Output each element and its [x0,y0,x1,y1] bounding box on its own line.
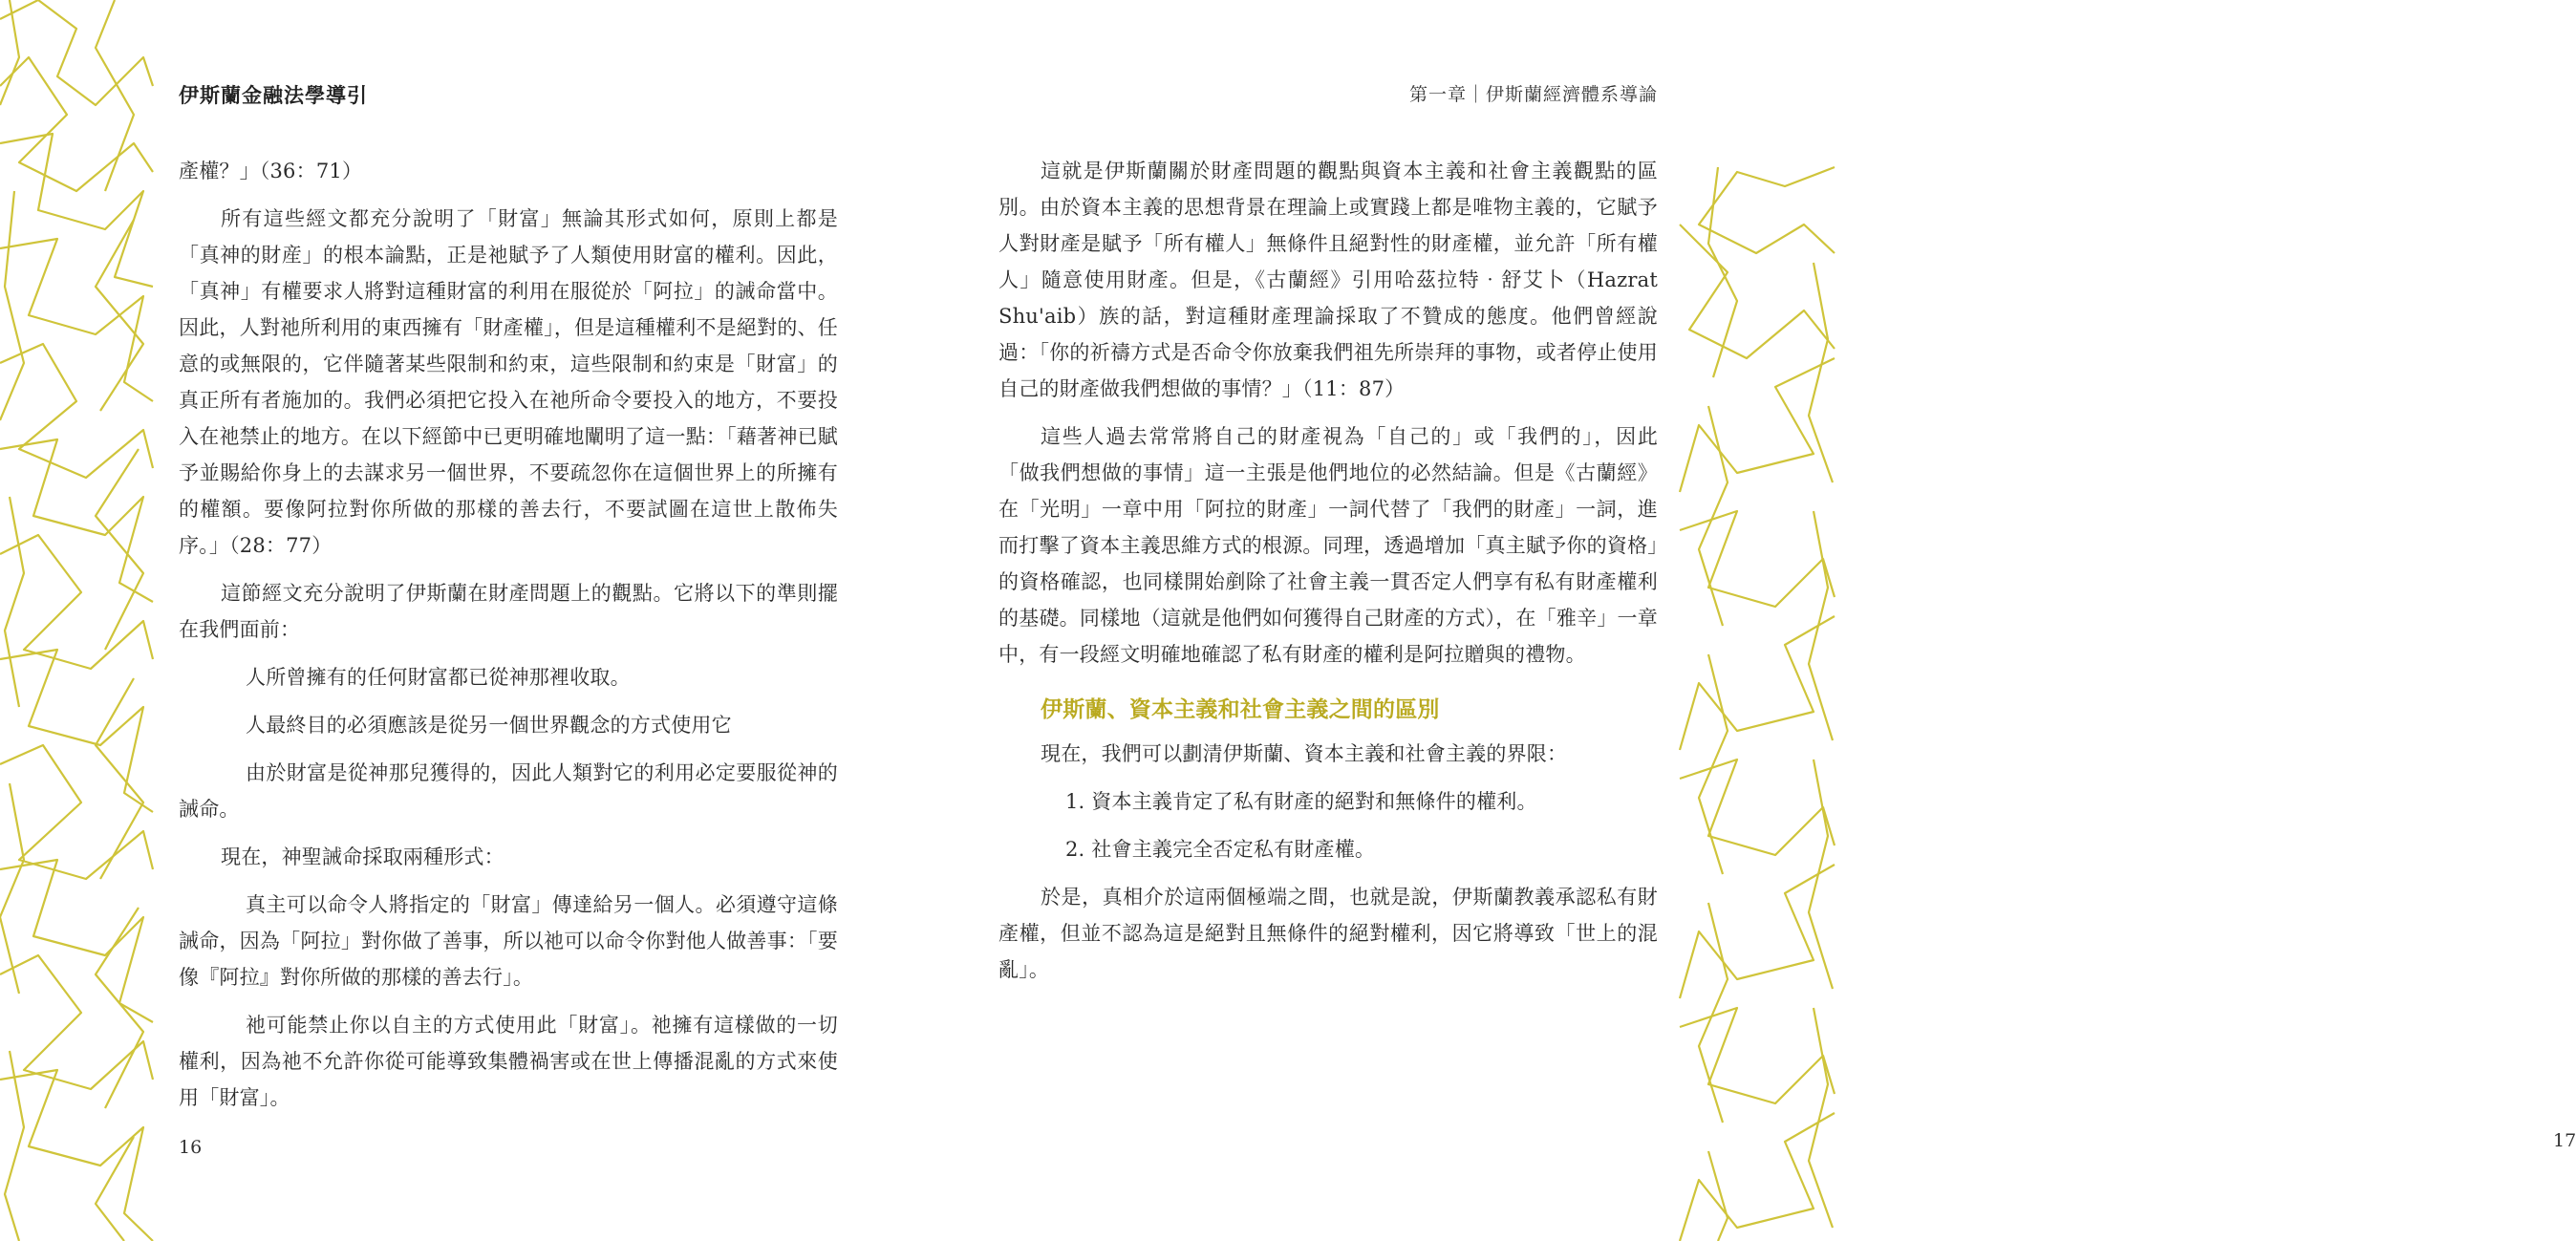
geometric-ornament-left [0,0,153,1241]
list-item: 2. 社會主義完全否定私有財產權。 [1065,838,1376,861]
right-body-text [998,153,1658,999]
paragraph: 產權？」（36：71） [179,160,363,182]
geometric-ornament-right [1680,167,1835,1241]
paragraph: 所有這些經文都充分說明了「財富」無論其形式如何，原則上都是「真神的財産」的根本論點，正是祂賦予了人類使用財富的權利。因此，「真神」有權要求人將對這種財富的利用在服從於「阿拉」的誡命當中。因此，人對祂所利用的東西擁有「財產權」，但是這種權利不是絕對的、任意的或無限的，它伴隨著某些限制和約束，這些限制和約束是「財富」的真正所有者施加的。我們必須把它投入在祂所命令要投入的地方，不要投入在祂禁止的地方。在以下經節中已更明確地闡明了這一點：「藉著神已賦予並賜給你身上的去謀求另一個世界，不要疏忽你在這個世界上的所擁有的權額。要像阿拉對你所做的那樣的善去行，不要試圖在這世上散佈失序。」（28：77） [179,207,838,557]
principle-item: 人所曾擁有的任何財富都已從神那裡收取。 [246,666,631,689]
running-head-book-title: 伊斯蘭金融法學導引 [179,83,368,107]
paragraph: 於是，真相介於這兩個極端之間，也就是說，伊斯蘭教義承認私有財產權，但並不認為這是絕對且無條件的絕對權利，因它將導致「世上的混亂」。 [998,886,1658,981]
left-page [0,0,917,1241]
commandment-item: 祂可能禁止你以自主的方式使用此「財富」。祂擁有這樣做的一切權利，因為祂不允許你從可能導致集體禍害或在世上傳播混亂的方式來使用「財富」。 [179,1014,838,1109]
paragraph: 這些人過去常常將自己的財產視為「自己的」或「我們的」，因此「做我們想做的事情」這一主張是他們地位的必然結論。但是《古蘭經》在「光明」一章中用「阿拉的財產」一詞代替了「我們的財產」一詞，進而打擊了資本主義思維方式的根源。同理，透過增加「真主賦予你的資格」的資格確認，也同樣開始剷除了社會主義一貫否定人們享有私有財產權利的基礎。同樣地（這就是他們如何獲得自己財產的方式），在「雅辛」一章中，有一段經文明確地確認了私有財產的權利是阿拉贈與的禮物。 [998,425,1658,666]
left-body-text [179,153,838,1127]
principle-item: 由於財富是從神那兒獲得的，因此人類對它的利用必定要服從神的誡命。 [179,761,838,821]
paragraph: 現在，我們可以劃清伊斯蘭、資本主義和社會主義的界限： [1041,742,1568,765]
paragraph: 現在，神聖誡命採取兩種形式： [221,845,504,868]
commandment-item: 真主可以命令人將指定的「財富」傳達給另一個人。必須遵守這條誡命，因為「阿拉」對你做了善事，所以祂可以命令你對他人做善事：「要像『阿拉』對你所做的那樣的善去行」。 [179,893,838,989]
section-heading: 伊斯蘭、資本主義和社會主義之間的區別 [1041,696,1440,722]
page-number-left: 16 [179,1137,203,1158]
page-number-right: 17 [2553,1130,2576,1151]
list-item: 1. 資本主義肯定了私有財產的絕對和無條件的權利。 [1065,790,1537,813]
running-head-chapter-title: 第一章｜伊斯蘭經濟體系導論 [1408,84,1658,105]
paragraph: 這就是伊斯蘭關於財產問題的觀點與資本主義和社會主義觀點的區別。由於資本主義的思想背景在理論上或實踐上都是唯物主義的，它賦予人對財產是賦予「所有權人」無條件且絕對性的財產權，並允許「所有權人」隨意使用財產。但是，《古蘭經》引用哈茲拉特‧舒艾卜（Hazrat Shu'aib）族的話，對這種財產理論採取了不贊成的態度。他們曾經說過：「你的祈禱方式是否命令你放棄我們祖先所崇拜的事物，或者停止使用自己的財產做我們想做的事情？」（11：87） [998,160,1658,400]
paragraph: 這節經文充分說明了伊斯蘭在財產問題上的觀點。它將以下的準則擺在我們面前： [179,582,838,641]
principle-item: 人最終目的必須應該是從另一個世界觀念的方式使用它 [246,714,732,737]
